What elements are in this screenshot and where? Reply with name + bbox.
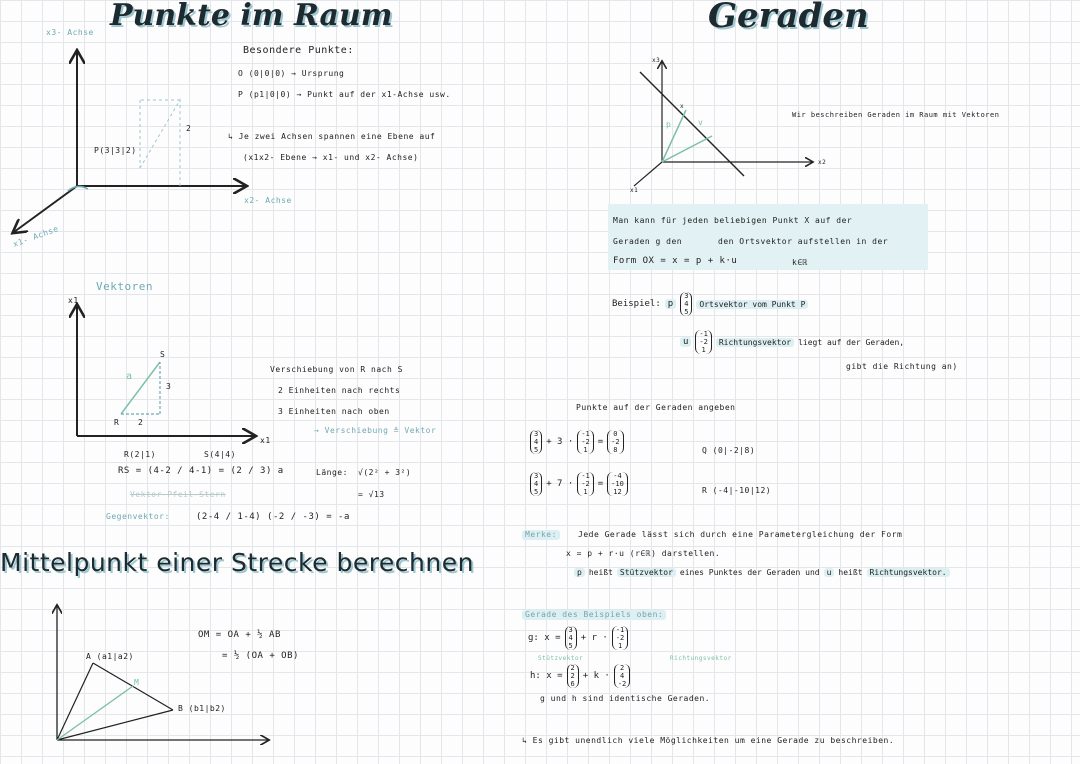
point-r-mark: R (114, 418, 120, 427)
axes-3d-diagram (14, 52, 245, 232)
g-equation: g: x = 3 4 5 + r · -1 -2 1 (528, 626, 628, 650)
p-vector-symbol: p (665, 299, 676, 309)
stuetzvektor-note: Stützvektor (538, 655, 584, 662)
section-title-punkte: Punkte im Raum (110, 0, 393, 33)
point-p-label: P(3|3|2) (94, 146, 137, 155)
geraden-diagram (634, 62, 812, 186)
merke-label: Merke: (522, 530, 560, 540)
beispiel-label: Beispiel: (612, 299, 661, 309)
calc-factor: + 3 · (546, 437, 574, 447)
beispiel-gerade-title: Gerade des Beispiels oben: (522, 610, 666, 620)
merke-text: Jede Gerade lässt sich durch eine Parametergleichung der Form (578, 530, 903, 539)
beispiel-p-row (612, 292, 808, 316)
k-domain: k∈ℝ (792, 258, 808, 267)
dimension-label: 2 (138, 418, 144, 427)
definition-text: den Ortsvektor aufstellen in der (718, 237, 889, 246)
beispiel-u-row (680, 330, 904, 354)
rs-equation: RS = (4-2 / 4-1) = (2 / 3) a (118, 466, 284, 476)
x2-axis-label: x2- Achse (244, 196, 292, 205)
vector-2d-diagram (77, 306, 254, 436)
dimension-label: 3 (166, 382, 172, 391)
axis-label: x2 (818, 159, 827, 166)
midpoint-equation: = ½ (OA + OB) (222, 651, 299, 661)
point-q: Q (0|-2|8) (702, 446, 756, 455)
calc-row-2: 3 4 5 + 7 · -1 -2 1 = -4 -10 12 (530, 472, 628, 496)
text-line: (x1x2- Ebene → x1- und x2- Achse) (243, 153, 419, 162)
dimension-label: 2 (186, 124, 192, 133)
r-coordinate: R(2|1) (124, 450, 156, 459)
s-coordinate: S(4|4) (204, 450, 236, 459)
diagram-v-label: v (698, 118, 704, 127)
gegenvektor-formula: (2-4 / 1-4) (-2 / -3) = -a (196, 512, 350, 522)
verschiebung-text: 2 Einheiten nach rechts (278, 386, 401, 395)
ortsvektor-text: Ortsvektor vom Punkt P (696, 300, 808, 309)
intro-text: Wir beschreiben Geraden im Raum mit Vektoren (792, 111, 1000, 119)
calc-factor: + 7 · (546, 479, 574, 489)
besondere-punkte-title: Besondere Punkte: (243, 45, 354, 56)
u-vector-symbol: u (680, 337, 691, 347)
axis-label: x1 (630, 187, 639, 194)
definition-text: Geraden g den (613, 237, 683, 246)
unendlich-text: ↳ Es gibt unendlich viele Möglichkeiten um eine Gerade zu beschreiben. (522, 736, 895, 745)
x3-axis-label: x3- Achse (46, 28, 94, 37)
diagram-x-label: x (680, 103, 685, 110)
text-line: ↳ Je zwei Achsen spannen eine Ebene auf (228, 132, 436, 141)
midpoint-equation: OM = OA + ½ AB (198, 630, 281, 640)
x1-axis-label: x1- Achse (11, 224, 60, 249)
calc-result: 0 -2 8 (607, 430, 623, 454)
point-r: R (-4|-10|12) (702, 486, 772, 495)
midpoint-diagram (57, 606, 268, 740)
laenge-result: = √13 (358, 490, 385, 499)
richtung-text: gibt die Richtung an) (846, 362, 958, 371)
section-title-geraden: Geraden (708, 0, 869, 36)
section-title-vektoren: Vektoren (96, 280, 153, 293)
axis-label: x3 (652, 57, 661, 64)
p-vector: 3 4 5 (680, 292, 692, 316)
richtungsvektor-note: Richtungsvektor (670, 655, 732, 662)
punkte-angeben-title: Punkte auf der Geraden angeben (576, 403, 736, 412)
text-line: O (0|0|0) → Ursprung (238, 69, 345, 78)
diagram-p-label: p (666, 120, 672, 129)
point-a-label: A (a1|a2) (86, 652, 134, 661)
struck-text: Vektor-Pfeil-Stern (130, 490, 226, 499)
section-title-mittelpunkt: Mittelpunkt einer Strecke berechnen (0, 548, 474, 577)
verschiebung-text: 3 Einheiten nach oben (278, 407, 390, 416)
verschiebung-text: → Verschiebung ≙ Vektor (314, 426, 437, 435)
vector-a-label: a (126, 371, 133, 382)
calc-result: -4 -10 12 (607, 472, 628, 496)
text-line: P (p1|0|0) → Punkt auf der x1-Achse usw. (238, 90, 451, 99)
merke-text: x = p + r·u (r∈ℝ) darstellen. (566, 549, 721, 558)
point-b-label: B (b1|b2) (178, 704, 226, 713)
definition-formula: Form OX = x = p + k·u (613, 256, 738, 266)
richtungsvektor-label: Richtungsvektor (716, 338, 794, 347)
u-vector: -1 -2 1 (695, 330, 711, 354)
laenge-formula: √(2² + 3²) (358, 468, 412, 477)
definition-text: Man kann für jeden beliebigen Punkt X auf der (613, 216, 853, 225)
calc-row-1: 3 4 5 + 3 · -1 -2 1 = 0 -2 8 (530, 430, 624, 454)
axis-label: x1 (68, 296, 79, 305)
axis-label: x1 (260, 436, 271, 445)
verschiebung-text: Verschiebung von R nach S (270, 365, 403, 374)
h-equation: h: x = 2 2 6 + k · 2 4 -2 (530, 664, 630, 688)
point-s-mark: S (160, 350, 166, 359)
identisch-text: g und h sind identische Geraden. (540, 694, 711, 703)
laenge-label: Länge: (316, 468, 348, 477)
merke-line-3: p heißt Stützvektor eines Punktes der Geraden und u heißt Richtungsvektor. (574, 568, 950, 577)
gegenvektor-label: Gegenvektor: (106, 512, 170, 521)
point-m-label: M (134, 678, 140, 687)
richtung-text: liegt auf der Geraden, (798, 337, 905, 347)
